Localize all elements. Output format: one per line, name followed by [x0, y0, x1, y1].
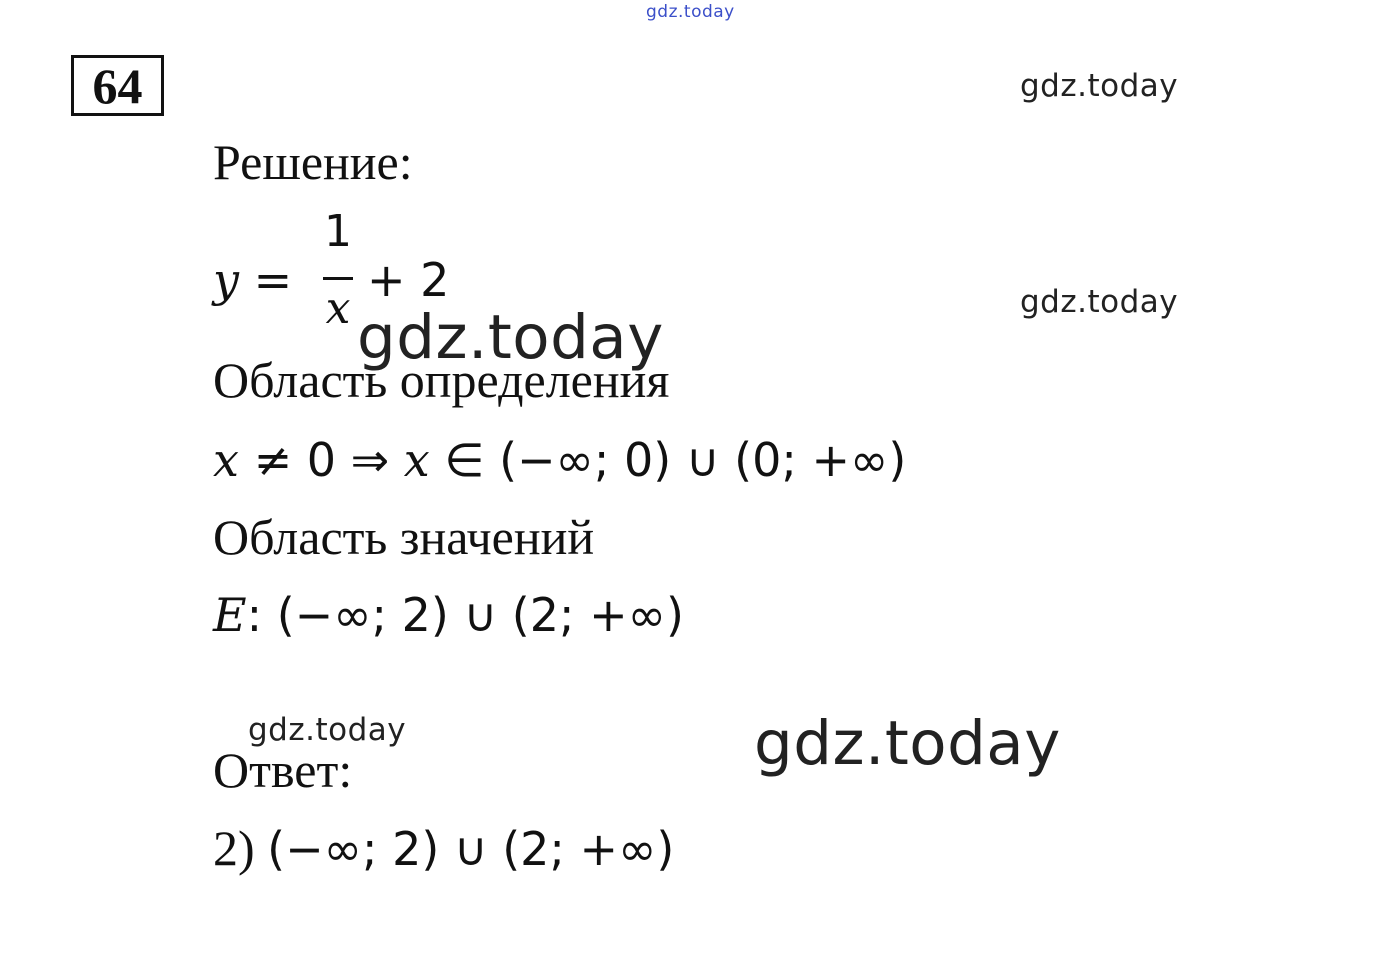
range-set: : (−∞; 2) ∪ (2; +∞): [246, 588, 684, 642]
watermark-right-1: gdz.today: [1020, 68, 1179, 104]
domain-expression: [213, 430, 906, 490]
answer-expression: [213, 818, 674, 879]
fraction-numerator: 1: [324, 206, 352, 257]
domain-condition: ≠ 0 ⇒: [238, 433, 404, 487]
watermark-middle: gdz.today: [357, 302, 664, 373]
problem-number-box: [71, 55, 164, 116]
formula-fraction: [321, 208, 355, 338]
range-expression: [213, 585, 684, 645]
formula-rhs: + 2: [367, 253, 450, 307]
answer-heading: Ответ:: [213, 742, 353, 798]
formula-lhs: [213, 250, 292, 310]
formula-equals: =: [239, 253, 293, 307]
watermark-small: gdz.today: [248, 712, 407, 748]
range-label: Область значений: [213, 509, 595, 565]
domain-set: ∈ (−∞; 0) ∪ (0; +∞): [429, 433, 907, 487]
answer-prefix: 2): [213, 820, 268, 876]
watermark-big: gdz.today: [754, 708, 1061, 779]
domain-var-x: x: [213, 433, 239, 487]
watermark-right-2: gdz.today: [1020, 284, 1179, 320]
domain-var-x-2: x: [403, 433, 430, 487]
answer-value: (−∞; 2) ∪ (2; +∞): [267, 822, 675, 876]
watermark-top: gdz.today: [646, 2, 735, 22]
fraction-bar: [323, 277, 353, 280]
problem-number: 64: [92, 58, 143, 114]
domain-label: Область определения: [213, 352, 670, 408]
fraction-denominator: x: [325, 283, 351, 334]
formula-var-y: y: [213, 253, 239, 307]
solution-heading: Решение:: [213, 134, 413, 190]
range-var-e: E: [213, 588, 247, 642]
